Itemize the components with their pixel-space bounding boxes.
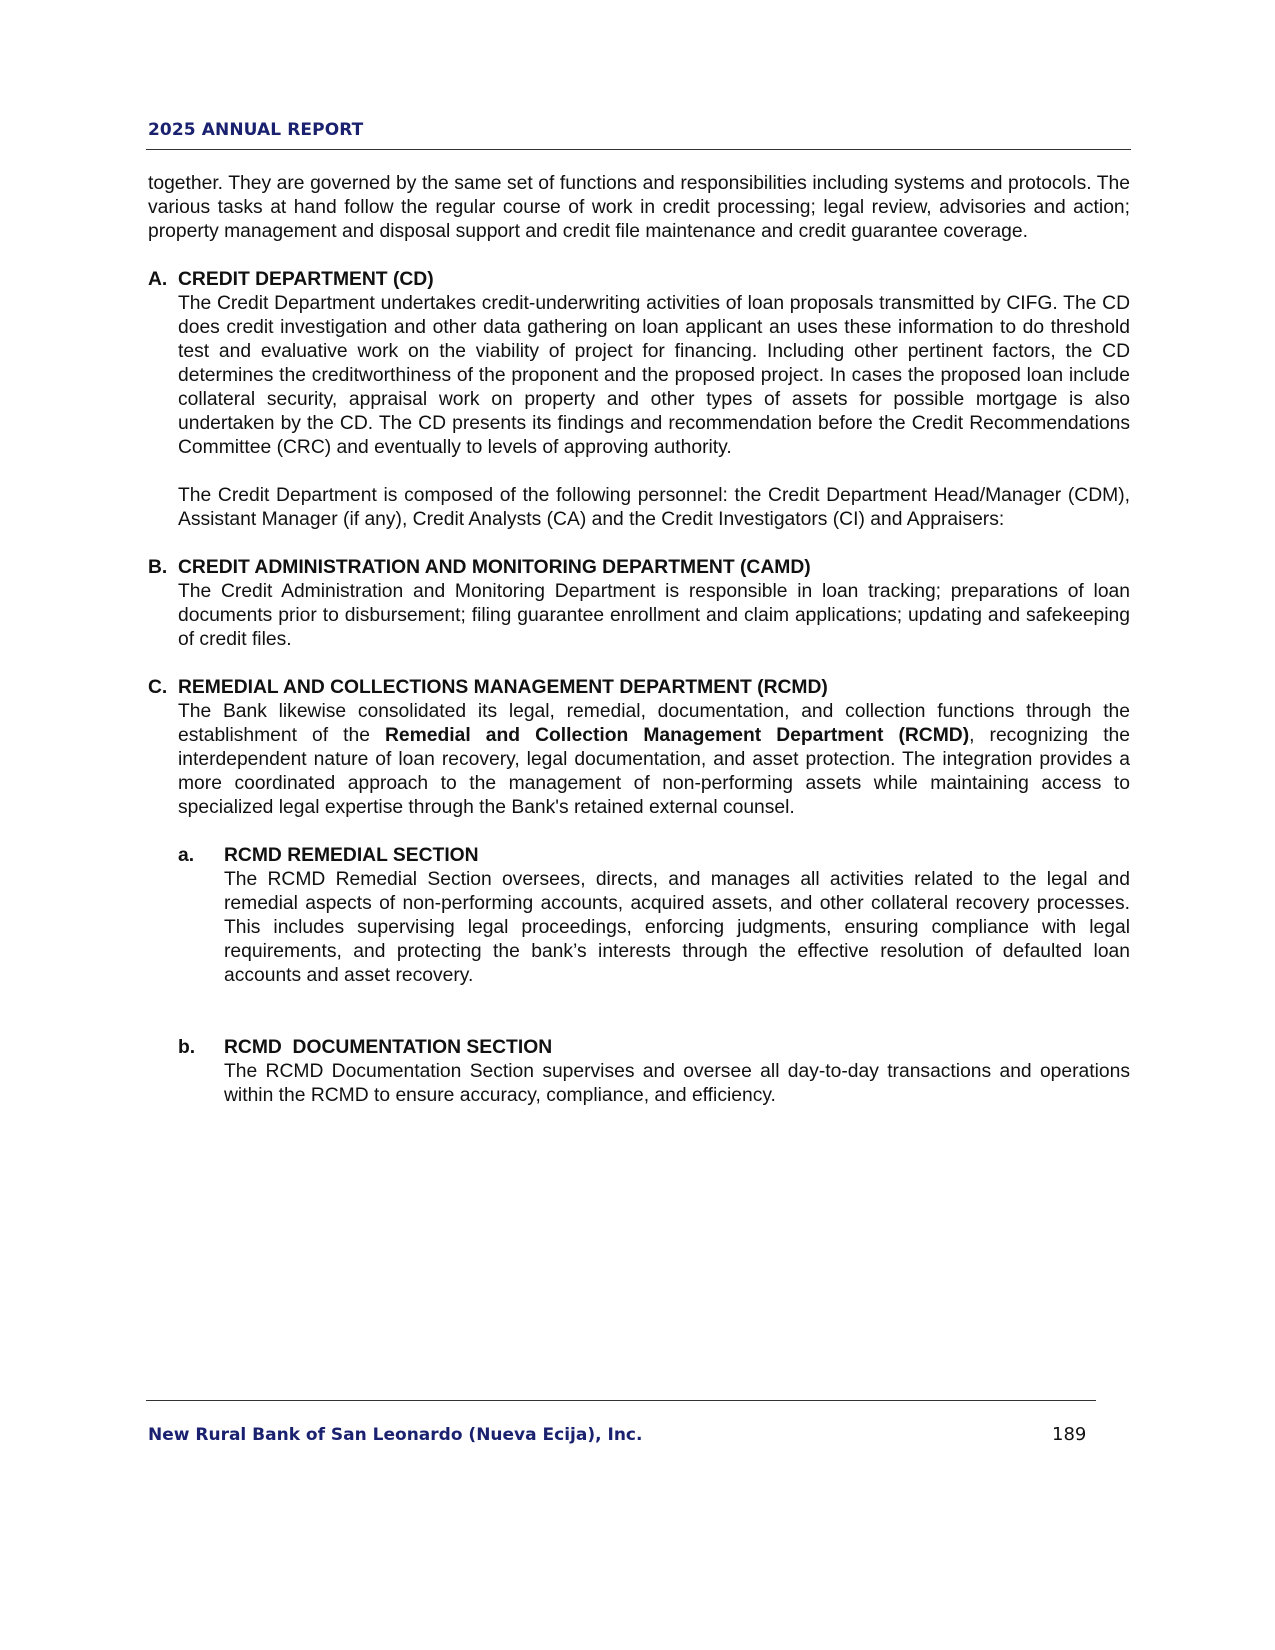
section-title: CREDIT DEPARTMENT (CD) [178,269,434,290]
section-heading-camd [148,556,1130,580]
section-heading-rcmd [148,676,1130,700]
page-number: 189 [1052,1424,1087,1445]
subsection-title: RCMD REMEDIAL SECTION [224,845,479,866]
rcmd-department-name: Remedial and Collection Management Department (RCMD) [385,725,970,746]
section-title: CREDIT ADMINISTRATION AND MONITORING DEPARTMENT (CAMD) [178,557,811,578]
report-header-title: 2025 ANNUAL REPORT [148,120,364,140]
section-letter: C. [148,677,168,698]
footer-divider [146,1400,1096,1401]
section-paragraph-rcmd [178,700,1130,820]
page-content [148,172,1130,1132]
subsection-letter: a. [178,845,195,866]
intro-paragraph: together. They are governed by the same set of functions and responsibilities including systems and protocols. The various tasks at hand follow the regular course of work in credit processing; legal review, advisories and action; property management and disposal support and credit file maintenance and credit guarantee coverage. [148,173,1130,242]
rcmd-text-before: The Bank likewise consolidated its legal, remedial, documentation, and collection functions through the establishment of the [178,701,1130,746]
subsection-heading-documentation [148,1036,1130,1060]
section-title: REMEDIAL AND COLLECTIONS MANAGEMENT DEPARTMENT (RCMD) [178,677,828,698]
subsection-paragraph: The RCMD Documentation Section supervises and oversee all day-to-day transactions and operations within the RCMD to ensure accuracy, compliance, and efficiency. [224,1061,1130,1106]
header-divider [146,149,1131,150]
section-paragraph: The Credit Department is composed of the following personnel: the Credit Department Head/Manager (CDM), Assistant Manager (if any), Credit Analysts (CA) and the Credit Investigators (CI) and Appraisers: [178,485,1130,530]
subsection-heading-remedial [148,844,1130,868]
footer-bank-name: New Rural Bank of San Leonardo (Nueva Ecija), Inc. [148,1425,643,1445]
subsection-title: RCMD DOCUMENTATION SECTION [224,1037,553,1058]
section-paragraph: The Credit Department undertakes credit-underwriting activities of loan proposals transmitted by CIFG. The CD does credit investigation and other data gathering on loan applicant an uses these information to do threshold test and evaluative work on the viability of project for financing. Including other pertinent factors, the CD determines the creditworthiness of the proponent and the proposed project. In cases the proposed loan include collateral security, appraisal work on property and other types of assets for possible mortgage is also undertaken by the CD. The CD presents its findings and recommendation before the Credit Recommendations Committee (CRC) and eventually to levels of approving authority. [178,293,1130,458]
subsection-paragraph: The RCMD Remedial Section oversees, directs, and manages all activities related to the legal and remedial aspects of non-performing accounts, acquired assets, and other collateral recovery processes. This includes supervising legal proceedings, enforcing judgments, ensuring compliance with legal requirements, and protecting the bank’s interests through the effective resolution of defaulted loan accounts and asset recovery. [224,869,1130,986]
section-heading-credit-department [148,268,1130,292]
subsection-letter: b. [178,1037,196,1058]
section-letter: B. [148,557,168,578]
rcmd-text-after: , recognizing the interdependent nature of loan recovery, legal documentation, and asset protection. The integration provides a more coordinated approach to the management of non-performing assets while maintaining access to specialized legal expertise through the Bank's retained external counsel. [178,725,1130,818]
section-paragraph: The Credit Administration and Monitoring Department is responsible in loan tracking; preparations of loan documents prior to disbursement; filing guarantee enrollment and claim applications; updating and safekeeping of credit files. [178,581,1130,650]
section-letter: A. [148,269,168,290]
